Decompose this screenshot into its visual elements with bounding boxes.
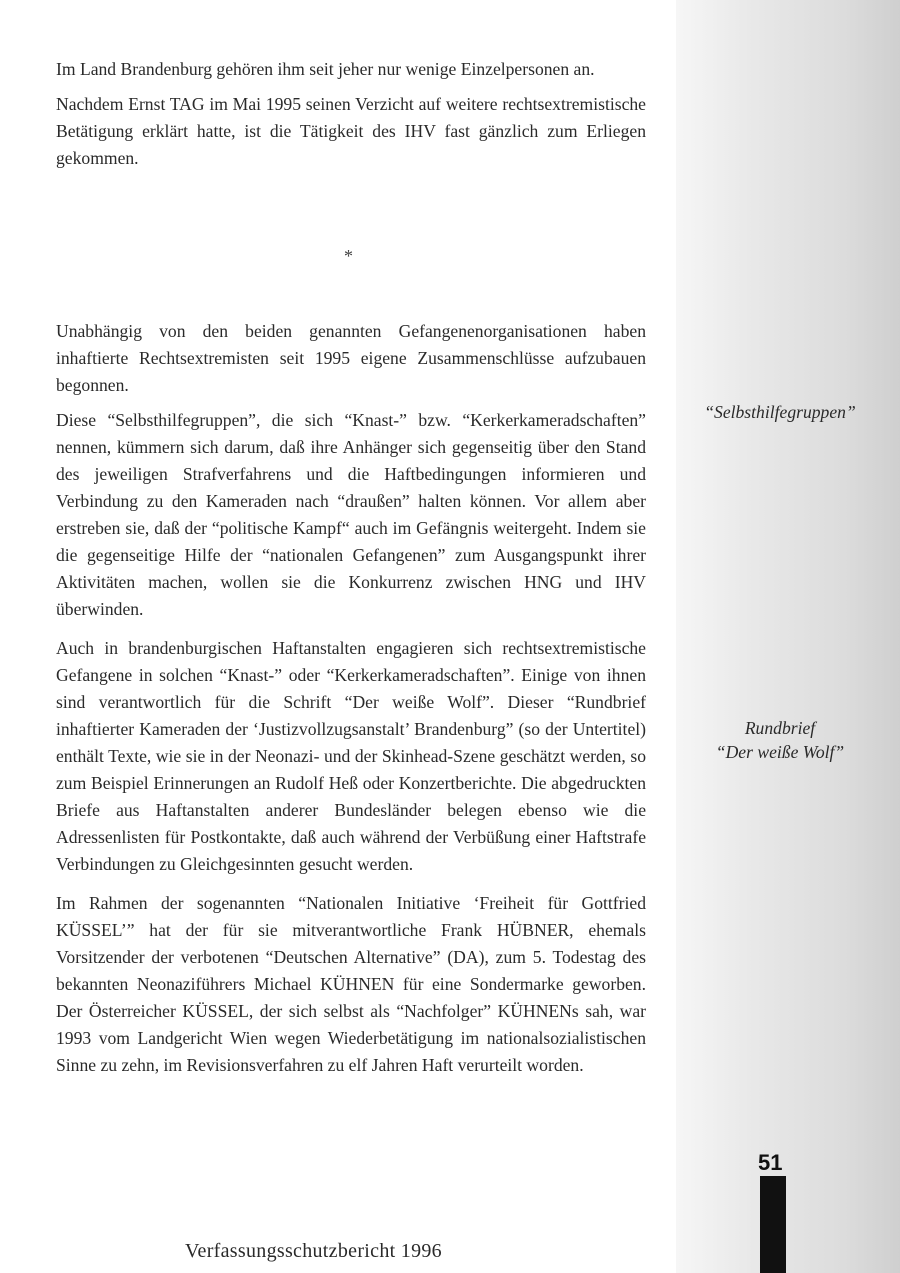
margin-note-selbsthilfegruppen: “Selbsthilfegruppen” <box>704 402 856 422</box>
paragraph-intro-2: Nachdem Ernst TAG im Mai 1995 seinen Verzicht auf weitere rechtsextremistische Betätigung erklärt hatte, ist die Tätigkeit des IHV fast gänzlich zum Erliegen gekommen. <box>56 94 646 168</box>
paragraph-6: Im Rahmen der sogenannten “Nationalen Initiative ‘Freiheit für Gottfried KÜSSEL’” hat der für sie mitverantwortliche Frank HÜBNER, ehemals Vorsitzender der verbotenen “Deutschen Alternative” (DA), zum 5. Todestag des bekannten Neonaziführers Michael KÜHNEN für eine Sondermarke geworben. Der Österreicher KÜSSEL, der sich selbst als “Nachfolger” KÜHNENs sah, war 1993 vom Landgericht Wien wegen Wiederbetätigung im nationalsozialistischen Sinne zu zehn, im Revisionsverfahren zu elf Jahren Haft verurteilt worden. <box>56 893 646 1075</box>
paragraph-intro-1: Im Land Brandenburg gehören ihm seit jeher nur wenige Einzelpersonen an. <box>56 59 595 79</box>
page-footer: Verfassungsschutzbericht 1996 <box>185 1240 442 1262</box>
paragraph-5: Auch in brandenburgischen Haftanstalten engagieren sich rechtsextremistische Gefangene in solchen “Knast-” oder “Kerkerkameradschaften”. Einige von ihnen sind verantwortlich für die Schrift “Der weiße Wolf”. Dieser “Rundbrief inhaftierter Kameraden der ‘Justizvollzugsanstalt’ Brandenburg” (so der Untertitel) enthält Texte, wie sie in der Neonazi- und der Skinhead-Szene geschätzt werden, so zum Beispiel Erinnerungen an Rudolf Heß oder Konzertberichte. Die abgedruckten Briefe aus Haftanstalten anderer Bundesländer belegen ebenso wie die Adressenlisten für Postkontakte, daß auch während der Verbüßung einer Haftstrafe Verbindungen zu Gleichgesinnten gesucht werden. <box>56 638 646 874</box>
section-divider: * <box>344 246 353 266</box>
margin-column <box>676 0 900 1273</box>
paragraph-3: Unabhängig von den beiden genannten Gefangenenorganisationen haben inhaftierte Rechtsextremisten seit 1995 eigene Zusammenschlüsse aufzubauen begonnen. <box>56 321 646 395</box>
page-thumb-tab <box>760 1176 786 1273</box>
main-section <box>56 318 646 1087</box>
margin-note-rundbrief-line2: “Der weiße Wolf” <box>715 742 845 762</box>
page-number: 51 <box>758 1150 783 1175</box>
margin-note-rundbrief-line1: Rundbrief <box>744 718 816 738</box>
margin-note-rundbrief <box>680 716 880 764</box>
paragraph-4: Diese “Selbsthilfegruppen”, die sich “Knast-” bzw. “Kerkerkameradschaften” nennen, kümmern sich darum, daß ihre Anhänger sich gegenseitig über den Stand des jeweiligen Strafverfahrens und die Haftbedingungen informieren und Verbindung zu den Kameraden nach “draußen” halten können. Vor allem aber erstreben sie, daß der “politische Kampf“ auch im Gefängnis weitergeht. Indem sie die gegenseitige Hilfe der “nationalen Gefangenen” zum Ausgangspunkt ihrer Aktivitäten machen, wollen sie die Konkurrenz zwischen HNG und IHV überwinden. <box>56 410 646 619</box>
intro-section <box>56 56 646 180</box>
